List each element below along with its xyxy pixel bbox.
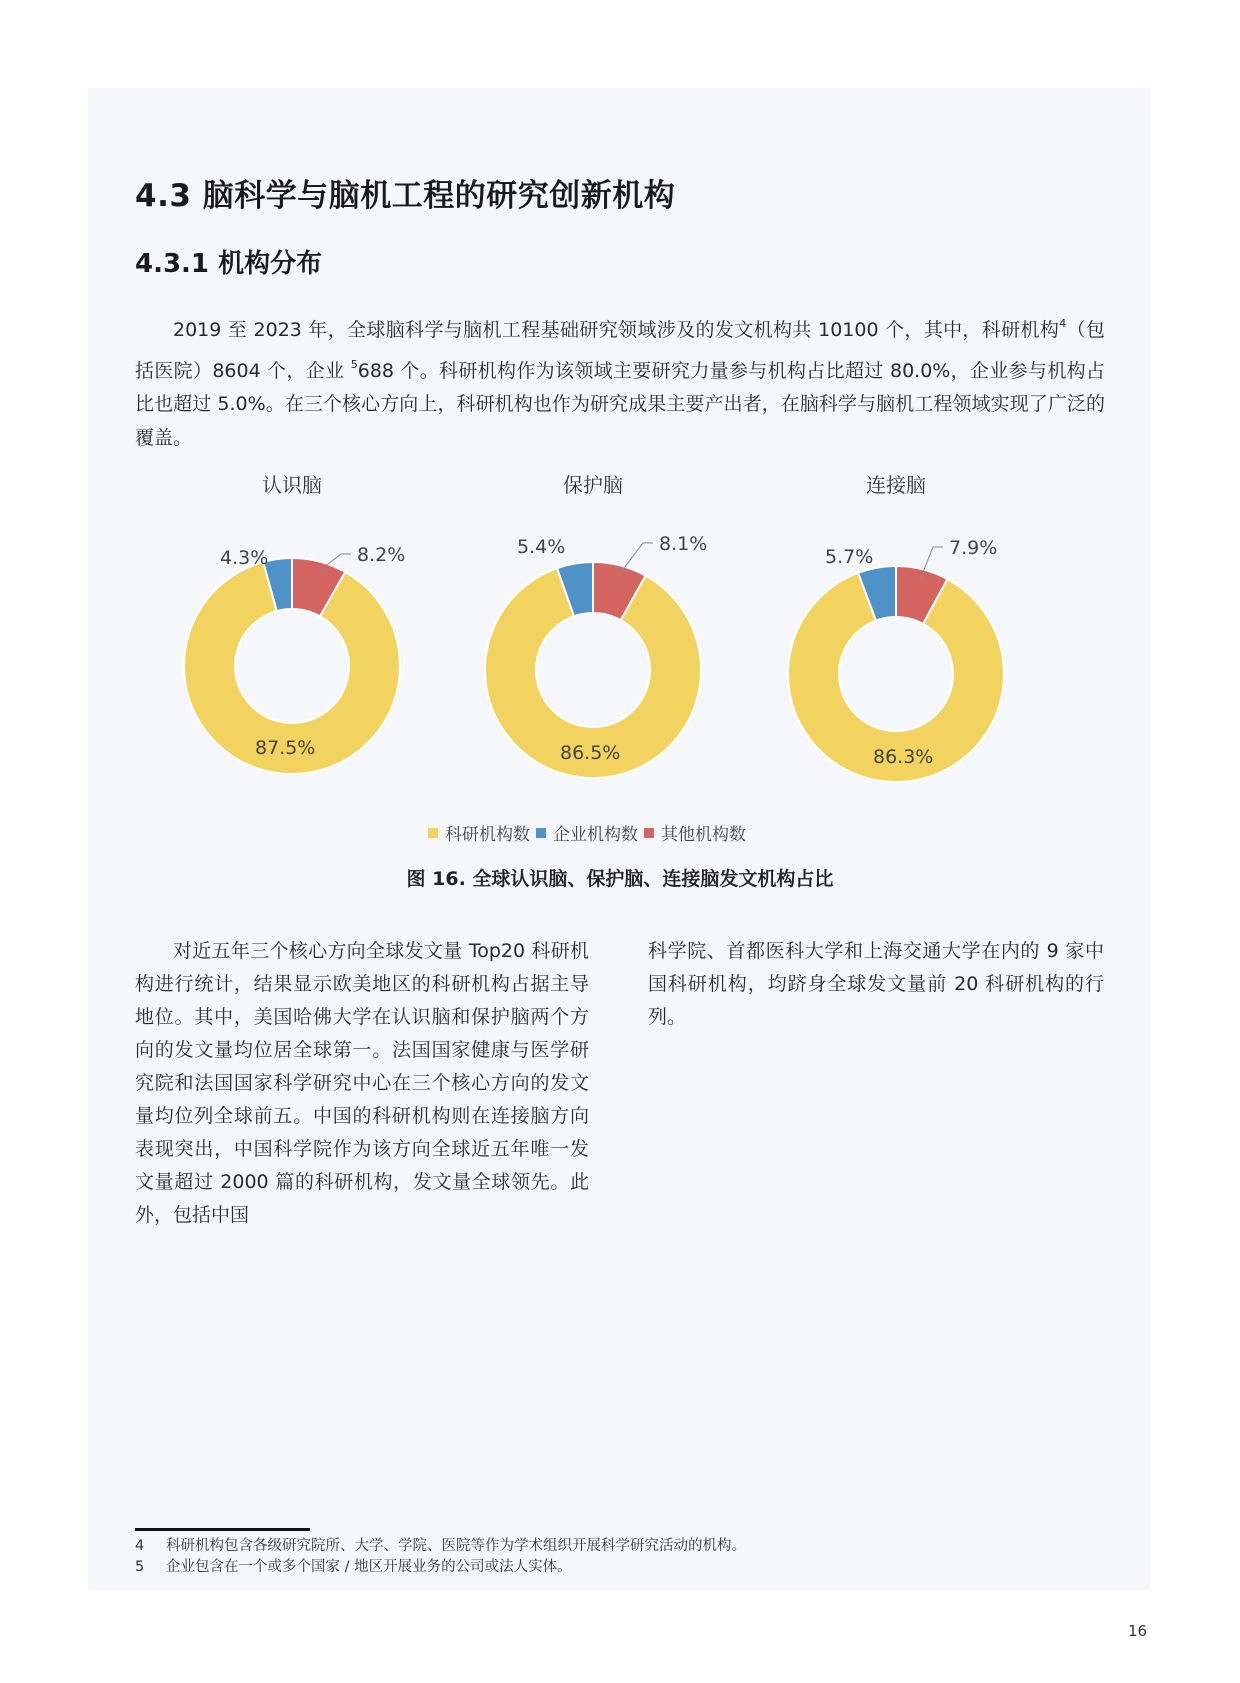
intro-text-1: 2019 至 2023 年，全球脑科学与脑机工程基础研究领域涉及的发文机构共 10100 个，其中，科研机构	[173, 319, 1060, 341]
legend-label-research: 科研机构数	[445, 825, 530, 845]
data-label-other: 8.1%	[659, 533, 708, 555]
legend-item-research	[428, 820, 530, 845]
data-label-research: 86.3%	[873, 746, 934, 768]
footnote-number: 4	[135, 1538, 145, 1554]
footnote-text: 企业包含在一个或多个国家 / 地区开展业务的公司或法人实体。	[166, 1559, 572, 1575]
chart-title: 认识脑	[262, 473, 322, 497]
footnote-5	[135, 1557, 746, 1578]
chart-title: 连接脑	[866, 473, 926, 497]
intro-text-2: （包括医院）8604 个，企业	[135, 319, 1105, 382]
page-number: 16	[1128, 1622, 1148, 1640]
donut-chart-1	[184, 473, 405, 774]
section-title: 4.3 脑科学与脑机工程的研究创新机构	[135, 178, 676, 214]
legend-item-enterprise	[536, 820, 638, 845]
footnotes	[135, 1536, 746, 1578]
body-text-right: 科学院、首都医科大学和上海交通大学在内的 9 家中国科研机构，均跻身全球发文量前 20 科研机构的行列。	[648, 940, 1104, 1028]
legend-swatch-enterprise	[536, 828, 546, 838]
donut-chart-2	[485, 473, 707, 778]
legend-item-other	[644, 820, 746, 845]
data-label-research: 87.5%	[255, 737, 316, 759]
chart-legend	[428, 820, 752, 845]
footnote-text: 科研机构包含各级研究院所、大学、学院、医院等作为学术组织开展科学研究活动的机构。	[166, 1538, 746, 1554]
data-label-enterprise: 4.3%	[220, 547, 269, 569]
legend-swatch-research	[428, 828, 438, 838]
footnote-ref-5[interactable]: 5	[350, 357, 358, 371]
body-text-left: 对近五年三个核心方向全球发文量 Top20 科研机构进行统计，结果显示欧美地区的科研机构占据主导地位。其中，美国哈佛大学在认识脑和保护脑两个方向的发文量均位居全球第一。法国国家健康与医学研究院和法国国家科学研究中心在三个核心方向的发文量均位列全球前五。中国的科研机构则在连接脑方向表现突出，中国科学院作为该方向全球近五年唯一发文量超过 2000 篇的科研机构，发文量全球领先。此外，包括中国	[135, 940, 589, 1226]
intro-text-3: 688 个。科研机构作为该领域主要研究力量参与机构占比超过 80.0%，企业参与机构占比也超过 5.0%。在三个核心方向上，科研机构也作为研究成果主要产出者，在脑科学与脑机工程领域实现了广泛的覆盖。	[135, 359, 1105, 449]
footnote-divider	[135, 1528, 310, 1531]
footnote-ref-4[interactable]: 4	[1059, 317, 1067, 330]
data-label-other: 7.9%	[949, 537, 998, 559]
subsection-title: 4.3.1 机构分布	[135, 249, 323, 279]
data-label-research: 86.5%	[560, 742, 621, 764]
legend-swatch-other	[644, 828, 654, 838]
footnote-4	[135, 1536, 746, 1557]
chart-title: 保护脑	[563, 473, 623, 497]
data-label-enterprise: 5.4%	[517, 536, 566, 558]
data-label-enterprise: 5.7%	[825, 546, 874, 568]
donut-chart-3	[788, 473, 1004, 782]
legend-label-other: 其他机构数	[661, 825, 746, 845]
figure-caption: 图 16. 全球认识脑、保护脑、连接脑发文机构占比	[406, 868, 834, 890]
footnote-number: 5	[135, 1559, 145, 1575]
data-label-other: 8.2%	[357, 544, 406, 566]
legend-label-enterprise: 企业机构数	[553, 825, 638, 845]
